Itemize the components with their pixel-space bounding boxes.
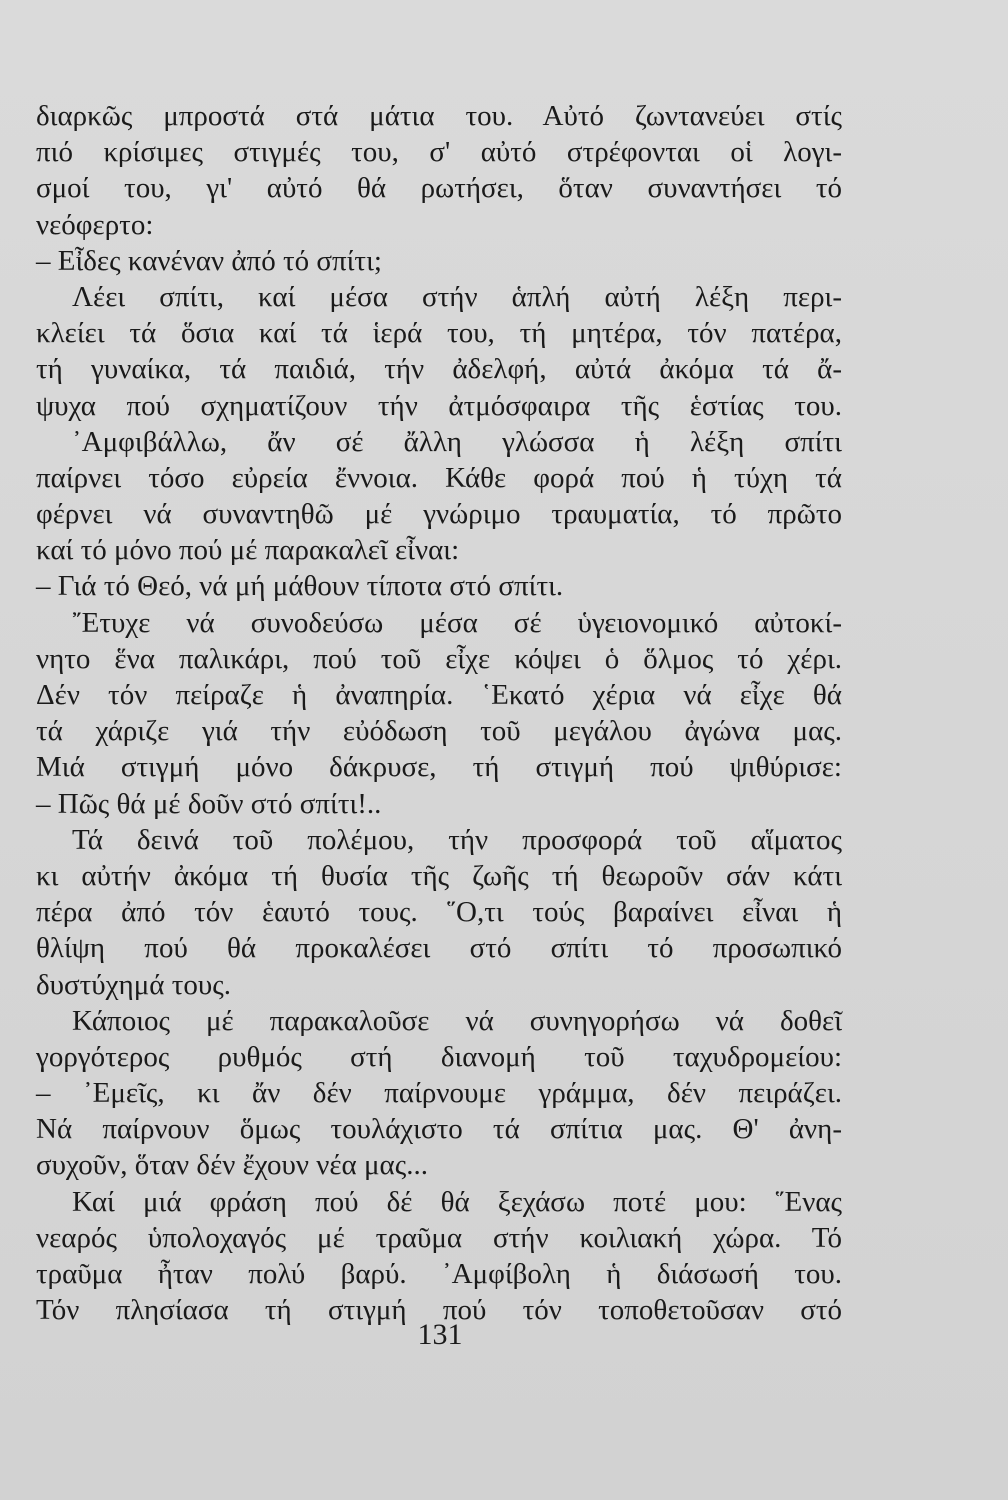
text-line: ῎Ετυχε νά συνοδεύσω μέσα σέ ὑγειονομικό αὐτοκί- (72, 606, 842, 639)
text-line: Νά παίρνουν ὅμως τουλάχιστο τά σπίτια μας. Θ' ἀνη- (36, 1113, 842, 1146)
text-line: ᾿Αμφιβάλλω, ἄν σέ ἄλλη γλώσσα ἡ λέξη σπίτι (72, 425, 842, 458)
text-line: κλείει τά ὅσια καί τά ἱερά του, τή μητέρα, τόν πατέρα, (36, 317, 842, 350)
text-line: ψυχα πού σχηματίζουν τήν ἀτμόσφαιρα τῆς ἑστίας του. (36, 389, 842, 422)
text-line: παίρνει τόσο εὐρεία ἔννοια. Κάθε φορά πού ἡ τύχη τά (36, 461, 842, 494)
text-line: – Εἶδες κανέναν ἀπό τό σπίτι; (36, 244, 382, 277)
text-line: πιό κρίσιμες στιγμές του, σ' αὐτό στρέφονται οἱ λογι- (36, 136, 842, 169)
body-text (36, 98, 842, 1328)
text-line: Κάποιος μέ παρακαλοῦσε νά συνηγορήσω νά δοθεῖ (72, 1004, 842, 1037)
text-line: νεαρός ὑπολοχαγός μέ τραῦμα στήν κοιλιακή χώρα. Τό (36, 1221, 842, 1254)
text-line: φέρνει νά συναντηθῶ μέ γνώριμο τραυματία, τό πρῶτο (36, 498, 842, 531)
text-line: πέρα ἀπό τόν ἑαυτό τους. ῞Ο,τι τούς βαραίνει εἶναι ἡ (36, 896, 842, 929)
text-line: Τόν πλησίασα τή στιγμή πού τόν τοποθετοῦσαν στό (36, 1294, 842, 1327)
text-line: Μιά στιγμή μόνο δάκρυσε, τή στιγμή πού ψιθύρισε: (36, 751, 842, 784)
text-line: νητο ἕνα παλικάρι, πού τοῦ εἶχε κόψει ὁ ὅλμος τό χέρι. (36, 642, 842, 675)
text-line: Δέν τόν πείραζε ἡ ἀναπηρία. ῾Εκατό χέρια νά εἶχε θά (36, 679, 842, 711)
text-line: Λέει σπίτι, καί μέσα στήν ἁπλή αὐτή λέξη περι- (72, 280, 842, 313)
text-line: τραῦμα ἦταν πολύ βαρύ. ᾿Αμφίβολη ἡ διάσωσή του. (36, 1258, 842, 1290)
text-line: νεόφερτο: (36, 208, 154, 241)
text-line: θλίψη πού θά προκαλέσει στό σπίτι τό προσωπικό (36, 932, 842, 965)
page-number: 131 (417, 1318, 463, 1351)
text-line: δυστύχημά τους. (36, 968, 231, 1001)
text-line: – Πῶς θά μέ δοῦν στό σπίτι!.. (36, 787, 382, 820)
text-line: Καί μιά φράση πού δέ θά ξεχάσω ποτέ μου: ῞Ενας (72, 1185, 842, 1218)
text-line: γοργότερος ρυθμός στή διανομή τοῦ ταχυδρομείου: (36, 1040, 842, 1073)
text-line: – Γιά τό Θεό, νά μή μάθουν τίποτα στό σπίτι. (36, 570, 564, 603)
text-line: καί τό μόνο πού μέ παρακαλεῖ εἶναι: (36, 534, 460, 567)
text-line: τά χάριζε γιά τήν εὐόδωση τοῦ μεγάλου ἀγώνα μας. (36, 715, 842, 748)
text-line: τή γυναίκα, τά παιδιά, τήν ἀδελφή, αὐτά ἀκόμα τά ἄ- (36, 353, 842, 386)
text-line: συχοῦν, ὅταν δέν ἔχουν νέα μας... (36, 1149, 428, 1182)
text-line: κι αὐτήν ἀκόμα τή θυσία τῆς ζωῆς τή θεωροῦν σάν κάτι (36, 859, 842, 892)
text-line: διαρκῶς μπροστά στά μάτια του. Αὐτό ζωντανεύει στίς (36, 100, 842, 132)
text-line: Τά δεινά τοῦ πολέμου, τήν προσφορά τοῦ αἵματος (72, 823, 842, 856)
text-line: σμοί του, γι' αὐτό θά ρωτήσει, ὅταν συναντήσει τό (36, 172, 842, 205)
text-line: – ᾿Εμεῖς, κι ἄν δέν παίρνουμε γράμμα, δέν πειράζει. (36, 1077, 842, 1110)
